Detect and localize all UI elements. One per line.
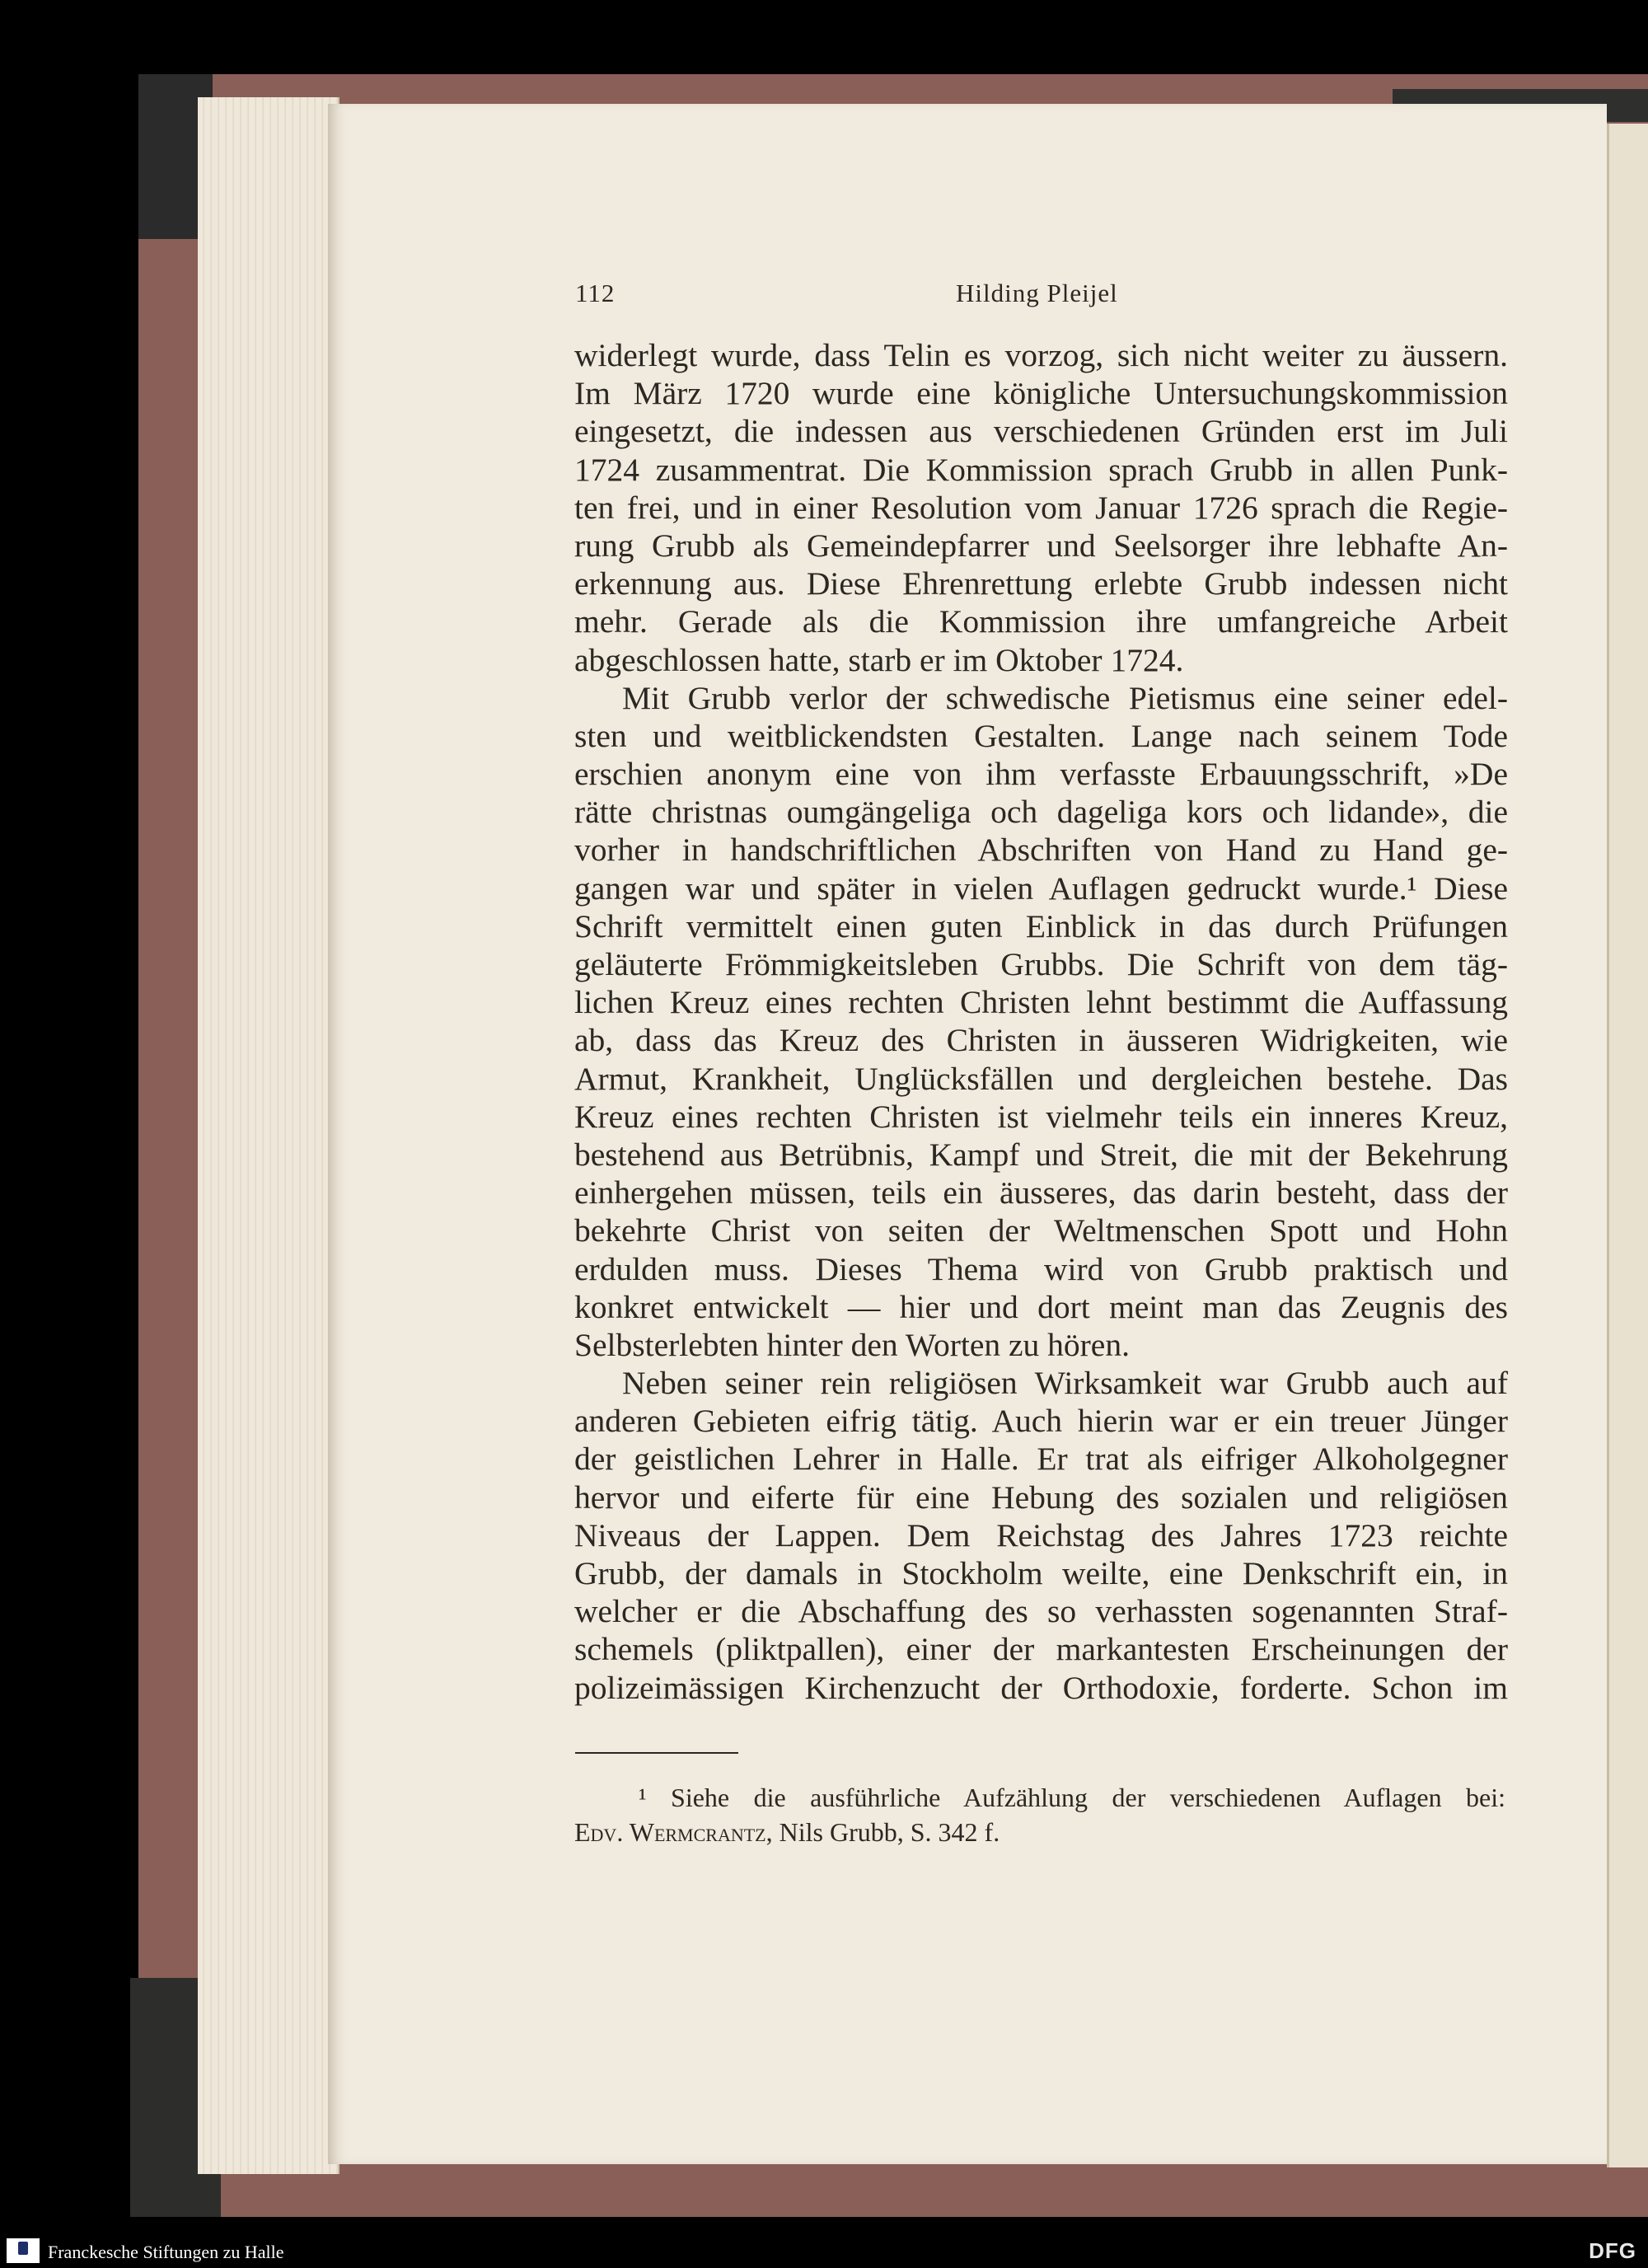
- next-page-edge: [1607, 124, 1648, 2167]
- text-line: hervor und eiferte für eine Hebung des sozialen und religiösen: [574, 1478, 1508, 1516]
- running-head: [575, 279, 1506, 320]
- text-line: einhergehen müssen, teils ein äusseres, das darin besteht, dass der: [574, 1174, 1508, 1211]
- text-line: vorher in handschriftlichen Abschriften von Hand zu Hand ge-: [574, 832, 1508, 869]
- text-line: konkret entwickelt — hier und dort meint man das Zeugnis des: [574, 1288, 1508, 1325]
- text-line: sten und weitblickendsten Gestalten. Lange nach seinem Tode: [574, 717, 1508, 754]
- text-line: Selbsterlebten hinter den Worten zu hören.: [574, 1326, 1130, 1363]
- text-line: erkennung aus. Diese Ehrenrettung erlebte Grubb indessen nicht: [574, 565, 1508, 602]
- text-line: gangen war und später in vielen Auflagen gedruckt wurde.¹ Diese: [574, 869, 1508, 907]
- footnote-line: ¹ Siehe die ausführliche Aufzählung der verschiedenen Auflagen bei:: [639, 1783, 1505, 1812]
- body-text: [574, 336, 1508, 1707]
- text-line: schemels (pliktpallen), einer der markantesten Erscheinungen der: [574, 1631, 1508, 1668]
- text-line: Grubb, der damals in Stockholm weilte, eine Denkschrift ein, in: [574, 1555, 1508, 1591]
- text-line: erdulden muss. Dieses Thema wird von Grubb praktisch und: [574, 1250, 1508, 1287]
- footnote: [574, 1780, 1505, 1849]
- dfg-logo[interactable]: DFG: [1589, 2238, 1636, 2263]
- text-line: geläuterte Frömmigkeitsleben Grubbs. Die Schrift von dem täg-: [574, 946, 1508, 982]
- text-line: abgeschlossen hatte, starb er im Oktober 1724.: [574, 641, 1184, 678]
- running-title: Hilding Pleijel: [956, 279, 1118, 307]
- text-line: eingesetzt, die indessen aus verschiedenen Gründen erst im Juli: [574, 413, 1508, 450]
- text-line: widerlegt wurde, dass Telin es vorzog, sich nicht weiter zu äussern.: [574, 337, 1508, 373]
- text-line: rätte christnas oumgängeliga och dageliga kors och lidande», die: [574, 794, 1508, 831]
- page-block-edge: [198, 97, 339, 2174]
- footnote-author: Edv. Wermcrantz: [574, 1817, 766, 1847]
- text-line: bekehrte Christ von seiten der Weltmenschen Spott und Hohn: [574, 1212, 1508, 1249]
- viewer-footer-bar: [0, 2233, 1648, 2268]
- institution-logo-icon: [7, 2238, 40, 2263]
- text-line: mehr. Gerade als die Kommission ihre umfangreiche Arbeit: [574, 603, 1508, 640]
- text-line: anderen Gebieten eifrig tätig. Auch hierin war er ein treuer Jünger: [574, 1403, 1508, 1440]
- text-line: der geistlichen Lehrer in Halle. Er trat als eifriger Alkoholgegner: [574, 1441, 1508, 1478]
- footnote-citation: , Nils Grubb, S. 342 f.: [765, 1817, 1000, 1847]
- text-line: Neben seiner rein religiösen Wirksamkeit war Grubb auch auf: [622, 1365, 1508, 1402]
- text-line: erschien anonym eine von ihm verfasste Erbauungsschrift, »De: [574, 756, 1508, 793]
- text-line: welcher er die Abschaffung des so verhassten sogenannten Straf-: [574, 1593, 1508, 1630]
- text-line: 1724 zusammentrat. Die Kommission sprach Grubb in allen Punk-: [574, 451, 1508, 488]
- text-line: bestehend aus Betrübnis, Kampf und Streit, die mit der Bekehrung: [574, 1136, 1508, 1173]
- footnote-line: [574, 1815, 1505, 1849]
- text-line: lichen Kreuz eines rechten Christen lehnt bestimmt die Auffassung: [574, 984, 1508, 1021]
- text-line: Schrift vermittelt einen guten Einblick in das durch Prüfungen: [574, 907, 1508, 944]
- institution-name[interactable]: Franckesche Stiftungen zu Halle: [48, 2242, 284, 2262]
- text-line: Kreuz eines rechten Christen ist vielmehr teils ein inneres Kreuz,: [574, 1098, 1508, 1135]
- page-number: 112: [575, 279, 616, 307]
- text-line: polizeimässigen Kirchenzucht der Orthodoxie, forderte. Schon im: [574, 1669, 1508, 1706]
- text-line: ten frei, und in einer Resolution vom Januar 1726 sprach die Regie-: [574, 489, 1508, 526]
- text-line: ab, dass das Kreuz des Christen in äusseren Widrigkeiten, wie: [574, 1022, 1508, 1059]
- text-line: Im März 1720 wurde eine königliche Untersuchungskommission: [574, 375, 1508, 412]
- text-line: Mit Grubb verlor der schwedische Pietismus eine seiner edel-: [622, 679, 1508, 716]
- text-line: Armut, Krankheit, Unglücksfällen und dergleichen bestehe. Das: [574, 1060, 1508, 1097]
- text-line: rung Grubb als Gemeindepfarrer und Seelsorger ihre lebhafte An-: [574, 527, 1508, 564]
- footnote-rule: [575, 1752, 738, 1754]
- text-line: Niveaus der Lappen. Dem Reichstag des Jahres 1723 reichte: [574, 1516, 1508, 1553]
